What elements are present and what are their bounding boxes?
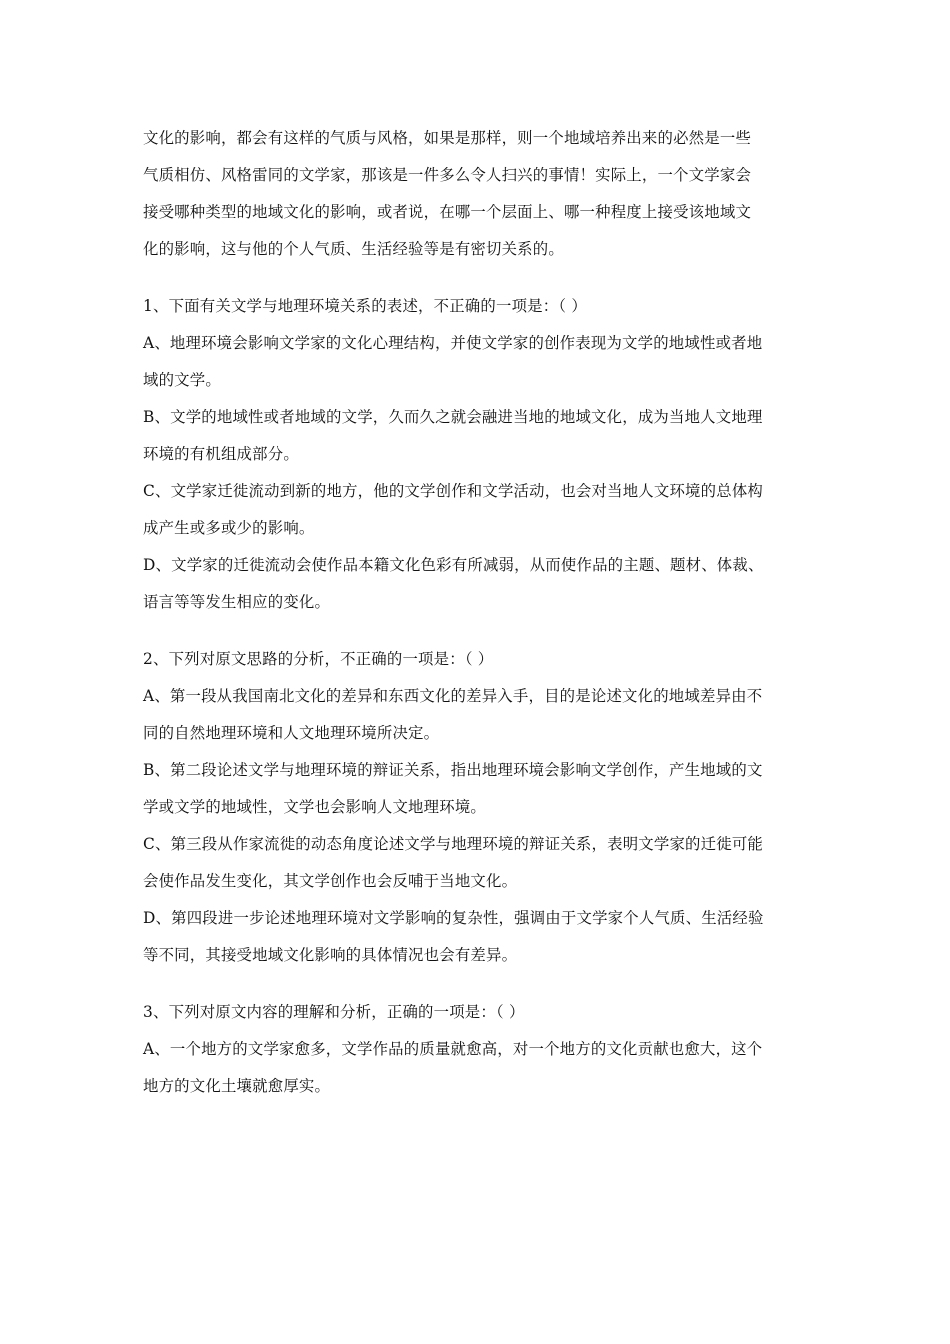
option-c-line: C、第三段从作家流徙的动态角度论述文学与地理环境的辩证关系，表明文学家的迁徙可能 [143,835,764,853]
option-a-line: 同的自然地理环境和人文地理环境所决定。 [143,724,440,742]
option-b-line: B、文学的地域性或者地域的文学，久而久之就会融进当地的地域文化，成为当地人文地理 [143,408,763,426]
question-stem: 1、下面有关文学与地理环境关系的表述，不正确的一项是：（ ） [143,297,587,315]
intro-line: 气质相仿、风格雷同的文学家，那该是一件多么令人扫兴的事情！实际上，一个文学家会 [143,166,752,184]
option-b-line: 学或文学的地域性，文学也会影响人文地理环境。 [143,798,486,816]
option-c-line: 会使作品发生变化，其文学创作也会反哺于当地文化。 [143,872,518,890]
question-stem: 3、下列对原文内容的理解和分析，正确的一项是：（ ） [143,1003,525,1021]
option-a-line: A、第一段从我国南北文化的差异和东西文化的差异入手，目的是论述文化的地域差异由不 [143,687,763,705]
option-d-line: 语言等等发生相应的变化。 [143,593,331,611]
option-b-line: 环境的有机组成部分。 [143,445,299,463]
intro-line: 文化的影响，都会有这样的气质与风格，如果是那样，则一个地域培养出来的必然是一些 [143,129,752,147]
paragraph-gap [143,621,810,641]
option-d-line: D、第四段进一步论述地理环境对文学影响的复杂性，强调由于文学家个人气质、生活经验 [143,909,764,927]
question-stem: 2、下列对原文思路的分析，不正确的一项是：（ ） [143,650,494,668]
option-a-line: A、一个地方的文学家愈多，文学作品的质量就愈高，对一个地方的文化贡献也愈大，这个 [143,1040,763,1058]
option-c-line: 成产生或多或少的影响。 [143,519,315,537]
option-a-line: 地方的文化土壤就愈厚实。 [143,1077,331,1095]
paragraph-gap [143,974,810,994]
option-d-line: 等不同，其接受地域文化影响的具体情况也会有差异。 [143,946,518,964]
intro-line: 化的影响，这与他的个人气质、生活经验等是有密切关系的。 [143,240,564,258]
option-b-line: B、第二段论述文学与地理环境的辩证关系，指出地理环境会影响文学创作，产生地域的文 [143,761,763,779]
question-3 [143,994,810,1105]
intro-paragraph [143,120,810,268]
option-a-line: 域的文学。 [143,371,221,389]
intro-line: 接受哪种类型的地域文化的影响，或者说，在哪一个层面上、哪一种程度上接受该地域文 [143,203,752,221]
question-1 [143,288,810,621]
option-d-line: D、文学家的迁徙流动会使作品本籍文化色彩有所减弱，从而使作品的主题、题材、体裁、 [143,556,764,574]
paragraph-gap [143,268,810,288]
option-c-line: C、文学家迁徙流动到新的地方，他的文学创作和文学活动，也会对当地人文环境的总体构 [143,482,764,500]
option-a-line: A、地理环境会影响文学家的文化心理结构，并使文学家的创作表现为文学的地域性或者地 [143,334,763,352]
question-2 [143,641,810,974]
